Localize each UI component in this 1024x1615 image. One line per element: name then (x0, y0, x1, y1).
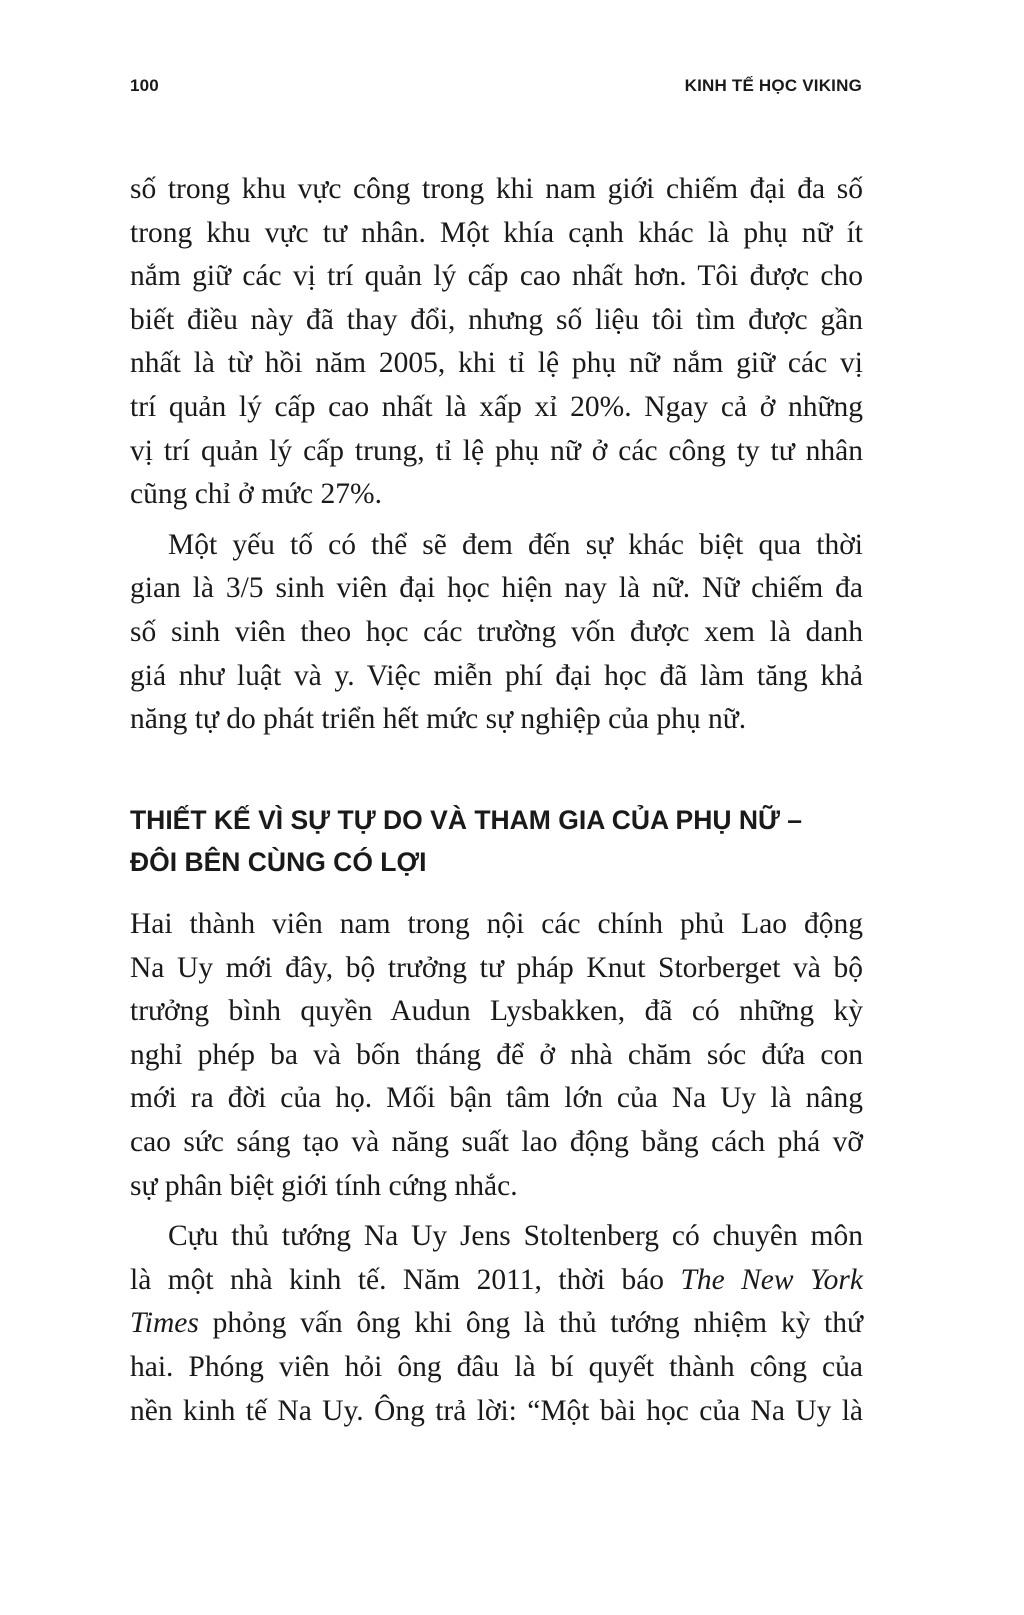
text-line (130, 698, 863, 742)
body-text-block-1 (130, 168, 863, 749)
text-span: trưởng bình quyền Audun Lysbakken, đã có những kỳ (130, 995, 863, 1028)
text-line (130, 473, 863, 517)
paragraph (130, 168, 863, 517)
text-line (130, 1346, 863, 1390)
text-line (130, 1165, 863, 1209)
text-span: số sinh viên theo học các trường vốn được xem là danh (130, 615, 863, 648)
text-span: số trong khu vực công trong khi nam giới chiếm đại đa số (130, 173, 863, 205)
paragraph (130, 1215, 863, 1433)
text-line (130, 1121, 863, 1165)
text-line (130, 903, 863, 947)
text-line (130, 212, 863, 256)
section-heading (130, 799, 870, 883)
text-span: giá như luật và y. Việc miễn phí đại học đã làm tăng khả (130, 659, 863, 692)
text-span: cũng chỉ ở mức 27%. (130, 478, 382, 511)
text-line (130, 299, 863, 343)
text-line (130, 655, 863, 699)
text-line (130, 255, 863, 299)
text-span: nghỉ phép ba và bốn tháng để ở nhà chăm sóc đứa con (130, 1038, 863, 1071)
text-line (130, 1077, 863, 1121)
italic-text: The New York (680, 1263, 863, 1296)
paragraph (130, 903, 863, 1208)
text-span: trí quản lý cấp cao nhất là xấp xỉ 20%. Ngay cả ở những (130, 390, 863, 423)
page-number: 100 (130, 76, 159, 95)
text-span: nắm giữ các vị trí quản lý cấp cao nhất hơn. Tôi được cho (130, 260, 863, 293)
text-span: phỏng vấn ông khi ông là thủ tướng nhiệm kỳ thứ (198, 1307, 863, 1340)
text-line (130, 430, 863, 474)
text-span: sự phân biệt giới tính cứng nhắc. (130, 1169, 518, 1202)
text-span: cao sức sáng tạo và năng suất lao động bằng cách phá vỡ (130, 1125, 863, 1158)
text-line (130, 1259, 863, 1303)
text-line (130, 524, 863, 568)
text-line (130, 611, 863, 655)
text-span: mới ra đời của họ. Mối bận tâm lớn của Na Uy là nâng (130, 1082, 863, 1115)
text-line (130, 1215, 863, 1259)
text-span: năng tự do phát triển hết mức sự nghiệp của phụ nữ. (130, 703, 747, 736)
text-span: nền kinh tế Na Uy. Ông trả lời: “Một bài học của Na Uy là (130, 1394, 863, 1427)
text-span: nhất là từ hồi năm 2005, khi tỉ lệ phụ nữ nắm giữ các vị (130, 347, 863, 380)
text-line (130, 168, 863, 212)
text-span: vị trí quản lý cấp trung, tỉ lệ phụ nữ ở các công ty tư nhân (130, 434, 863, 467)
text-line (130, 947, 863, 991)
text-line (130, 342, 863, 386)
text-line (130, 386, 863, 430)
text-span: Na Uy mới đây, bộ trưởng tư pháp Knut Storberget và bộ (130, 951, 863, 984)
heading-line: ĐÔI BÊN CÙNG CÓ LỢI (130, 847, 427, 877)
text-line (130, 1302, 863, 1346)
text-span: Cựu thủ tướng Na Uy Jens Stoltenberg có chuyên môn (168, 1220, 863, 1253)
text-line (130, 1034, 863, 1078)
heading-line: THIẾT KẾ VÌ SỰ TỰ DO VÀ THAM GIA CỦA PHỤ NỮ – (130, 805, 803, 835)
text-line (130, 1390, 863, 1434)
text-span: là một nhà kinh tế. Năm 2011, thời báo (130, 1263, 681, 1296)
text-span: Một yếu tố có thể sẽ đem đến sự khác biệt qua thời (168, 528, 863, 561)
text-line (130, 990, 863, 1034)
text-span: hai. Phóng viên hỏi ông đâu là bí quyết thành công của (130, 1350, 863, 1383)
text-span: trong khu vực tư nhân. Một khía cạnh khác là phụ nữ ít (130, 216, 863, 249)
text-span: Hai thành viên nam trong nội các chính phủ Lao động (130, 908, 863, 940)
body-text-block-2 (130, 903, 863, 1440)
text-span: biết điều này đã thay đổi, nhưng số liệu tôi tìm được gần (130, 303, 863, 336)
paragraph (130, 524, 863, 742)
italic-text: Times (130, 1307, 199, 1340)
text-span: gian là 3/5 sinh viên đại học hiện nay là nữ. Nữ chiếm đa (130, 572, 863, 605)
running-title: KINH TẾ HỌC VIKING (684, 76, 862, 95)
text-line (130, 567, 863, 611)
